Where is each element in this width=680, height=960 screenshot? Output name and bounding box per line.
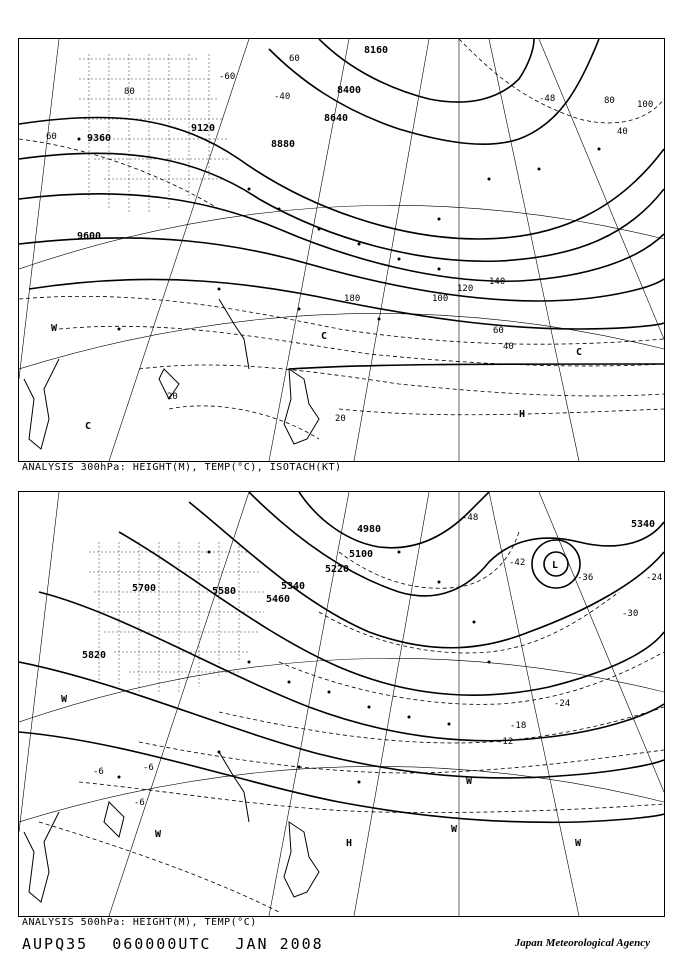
isotach-label: 100 <box>637 100 654 110</box>
analysis-500hpa-map <box>18 491 665 917</box>
height-label: 5700 <box>132 583 157 594</box>
temp-label: -12 <box>497 737 514 747</box>
height-label: 8400 <box>337 85 362 96</box>
temp-label: -48 <box>462 513 479 523</box>
temp-label: -6 <box>134 798 145 808</box>
map-500-svg <box>19 492 664 916</box>
isotach-label: 60 <box>289 54 300 64</box>
high-center-label: H <box>519 409 526 420</box>
temp-label: -48 <box>539 94 556 104</box>
isotach-label: 180 <box>344 294 361 304</box>
isotach-label: 120 <box>457 284 474 294</box>
height-label: 5340 <box>631 519 656 530</box>
height-label: 8160 <box>364 45 389 56</box>
height-label: 9360 <box>87 133 112 144</box>
analysis-300hpa-map <box>18 38 665 462</box>
isotach-label: 100 <box>432 294 449 304</box>
isotach-label: 40 <box>503 342 514 352</box>
warm-center-label: W <box>51 323 58 334</box>
height-label: 5100 <box>349 549 374 560</box>
height-label: 9120 <box>191 123 216 134</box>
temp-label: -18 <box>510 721 527 731</box>
isotach-label: 80 <box>604 96 615 106</box>
warm-center-label: W <box>155 829 162 840</box>
cold-center-label: C <box>85 421 92 432</box>
height-label: 5460 <box>266 594 291 605</box>
coastline-500 <box>24 752 319 902</box>
warm-center-label: W <box>575 838 582 849</box>
warm-center-label: W <box>466 776 473 787</box>
cold-center-label: C <box>576 347 583 358</box>
temp-label: -40 <box>274 92 291 102</box>
temp-label: -6 <box>143 763 154 773</box>
warm-center-label: W <box>61 694 68 705</box>
coastline-300 <box>24 299 319 449</box>
valid-time: 060000UTC <box>112 935 212 953</box>
height-label: 9600 <box>77 231 102 242</box>
caption-500hpa: ANALYSIS 500hPa: HEIGHT(M), TEMP(°C) <box>22 917 257 928</box>
temp-label: -60 <box>219 72 236 82</box>
isotach-label: 140 <box>489 277 506 287</box>
height-label: 8880 <box>271 139 296 150</box>
low-center-label: L <box>552 560 559 571</box>
height-label: 8640 <box>324 113 349 124</box>
map-300-svg <box>19 39 664 461</box>
isotach-label: 40 <box>617 127 628 137</box>
isotach-label: 60 <box>46 132 57 142</box>
month-year: JAN 2008 <box>235 935 324 953</box>
agency-name: Japan Meteorological Agency <box>514 937 650 949</box>
temp-label: -42 <box>509 558 526 568</box>
height-label: 4980 <box>357 524 382 535</box>
chart-code: AUPQ35 <box>22 935 89 953</box>
height-label: 5220 <box>325 564 350 575</box>
height-label: 5340 <box>281 581 306 592</box>
isotach-label: 20 <box>335 414 346 424</box>
temp-label: -6 <box>93 767 104 777</box>
isotach-label: 60 <box>493 326 504 336</box>
warm-center-label: W <box>451 824 458 835</box>
chart-identifier <box>22 935 348 953</box>
height-label: 5580 <box>212 586 237 597</box>
cold-center-label: C <box>321 331 328 342</box>
isotach-label: 20 <box>167 392 178 402</box>
isotach-label: 80 <box>124 87 135 97</box>
height-contours-500 <box>19 492 664 822</box>
temp-label: -24 <box>554 699 571 709</box>
temp-label: -36 <box>577 573 594 583</box>
caption-300hpa: ANALYSIS 300hPa: HEIGHT(M), TEMP(°C), ISOTACH(KT) <box>22 462 342 473</box>
temp-label: -30 <box>622 609 639 619</box>
height-label: 5820 <box>82 650 107 661</box>
high-center-label: H <box>346 838 353 849</box>
temp-label: -24 <box>646 573 663 583</box>
